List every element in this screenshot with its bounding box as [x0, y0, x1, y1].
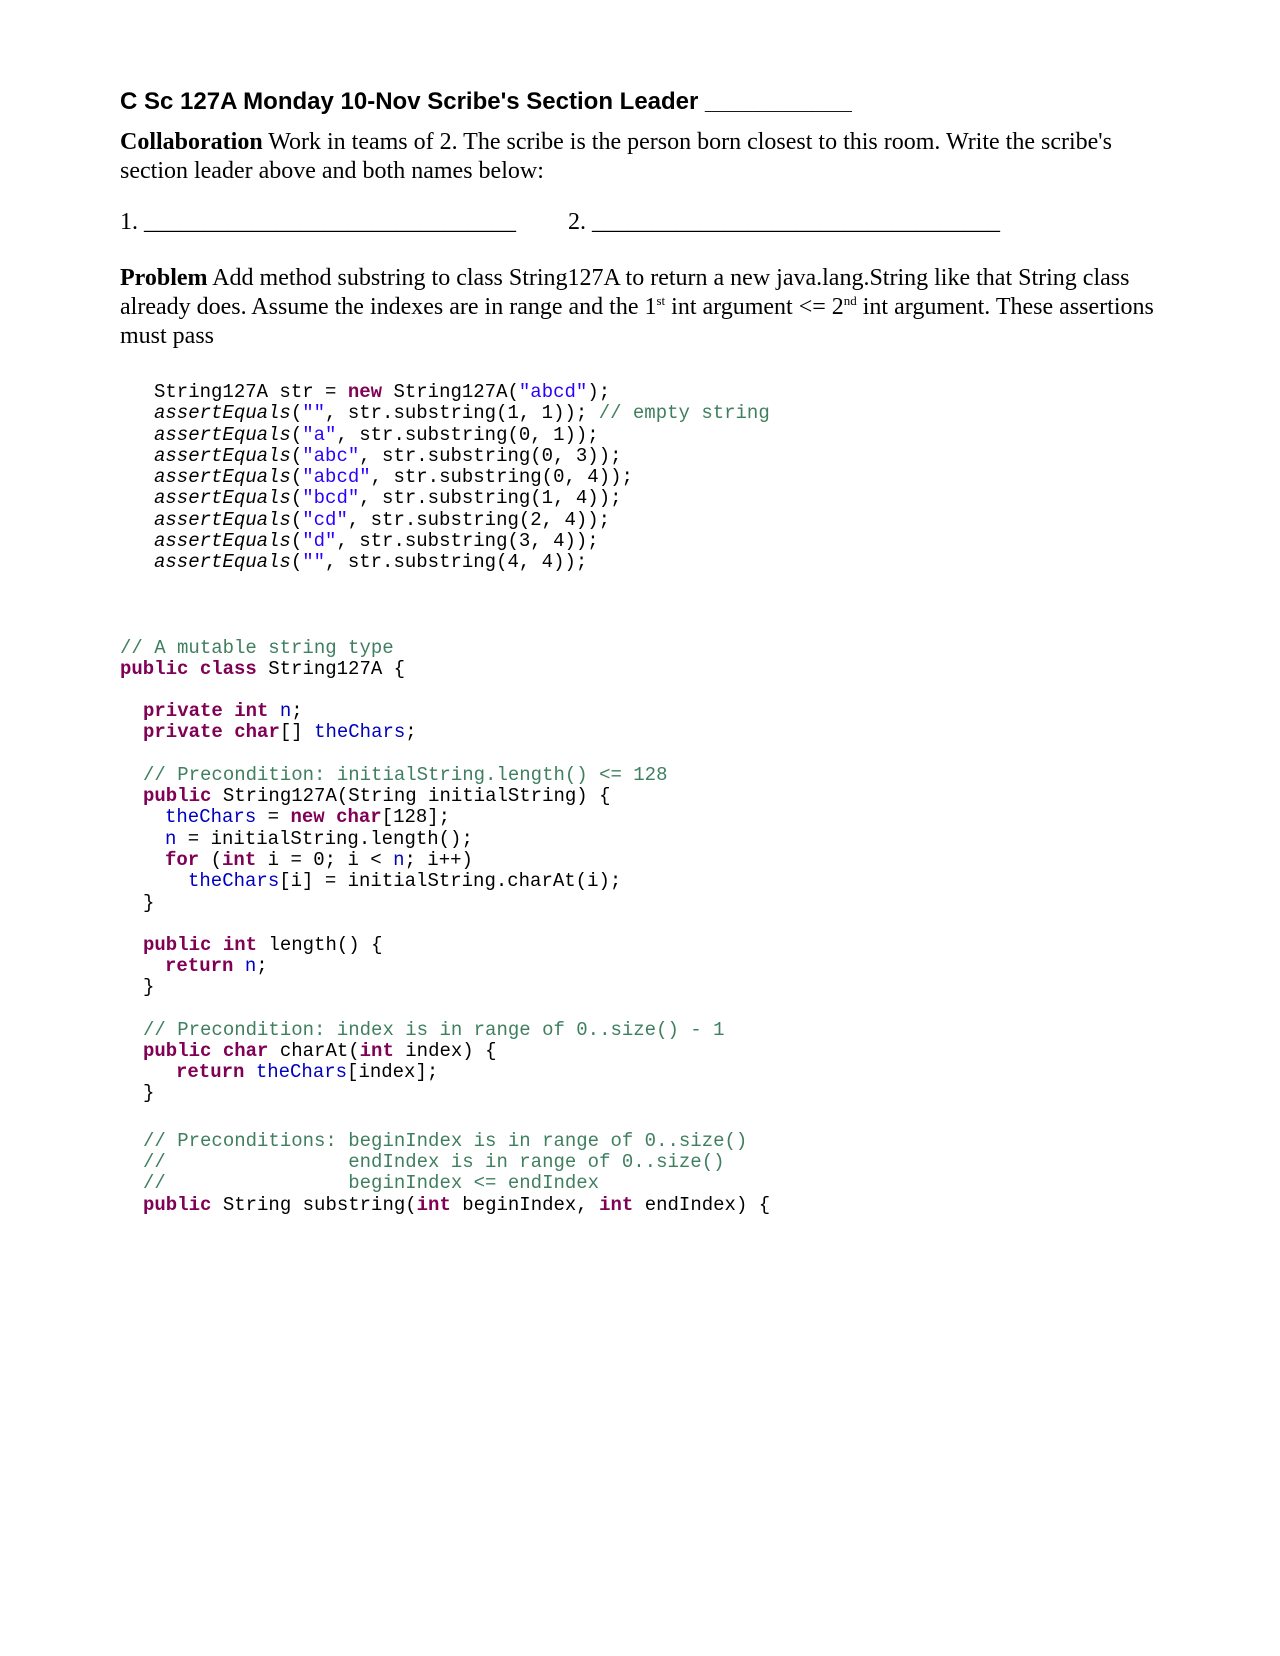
field-thechars: private char[] theChars; [143, 721, 417, 743]
code-line: assertEquals("bcd", str.substring(1, 4)); [154, 487, 622, 510]
charat-comment: // Precondition: index is in range of 0..size() - 1 [143, 1019, 725, 1041]
code-line: n = initialString.length(); [165, 828, 473, 850]
ordinal-superscript-1: st [656, 293, 666, 308]
code-line: assertEquals("abcd", str.substring(0, 4)); [154, 466, 633, 489]
name-line-1: 1. _______________________________ [120, 209, 516, 235]
assertions-code-block [154, 382, 770, 574]
constructor-comment: // Precondition: initialString.length() <= 128 [143, 764, 668, 786]
class-comment: // A mutable string type [120, 637, 394, 659]
problem-label: Problem [120, 265, 208, 291]
substring-signature: public String substring(int beginIndex, int endIndex) { [143, 1194, 771, 1216]
code-line: theChars = new char[128]; [165, 806, 451, 828]
substring-comment-2: // endIndex is in range of 0..size() [143, 1151, 725, 1173]
class-declaration: public class String127A { [120, 658, 406, 680]
field-n: private int n; [143, 700, 303, 722]
closing-brace: } [143, 892, 155, 914]
collaboration-paragraph [120, 128, 1170, 186]
constructor-signature: public String127A(String initialString) { [143, 785, 611, 807]
substring-comment-1: // Preconditions: beginIndex is in range of 0..size() [143, 1130, 748, 1152]
code-line: String127A str = new String127A("abcd"); [154, 381, 611, 403]
collaboration-text: Work in teams of 2. The scribe is the person born closest to this room. Write the scribe's section leader above and both names below: [120, 129, 1112, 184]
collaboration-label: Collaboration [120, 129, 263, 155]
closing-brace: } [143, 976, 155, 998]
problem-text-a: Add method substring to class String127A to return a new java.lang.String like that String class already does. Assume the indexes are in range and the 1 [120, 265, 1130, 320]
code-line: assertEquals("cd", str.substring(2, 4)); [154, 508, 611, 531]
code-line: assertEquals("", str.substring(4, 4)); [154, 551, 588, 574]
name-line-2: 2. __________________________________ [568, 209, 1000, 235]
problem-paragraph [120, 264, 1170, 351]
code-line: assertEquals("d", str.substring(3, 4)); [154, 530, 599, 553]
problem-text-b: int argument <= 2 [665, 294, 844, 320]
code-line: return n; [165, 955, 268, 977]
substring-comment-3: // beginIndex <= endIndex [143, 1172, 600, 1194]
code-line: return theChars[index]; [176, 1061, 439, 1083]
charat-signature: public char charAt(int index) { [143, 1040, 497, 1062]
page-title: C Sc 127A Monday 10-Nov Scribe's Section Leader ___________ [120, 88, 852, 115]
code-line: theChars[i] = initialString.charAt(i); [188, 870, 622, 892]
code-line: assertEquals("a", str.substring(0, 1)); [154, 423, 599, 446]
ordinal-superscript-2: nd [843, 293, 857, 308]
code-line: for (int i = 0; i < n; i++) [165, 849, 473, 871]
code-line: assertEquals("", str.substring(1, 1)); // empty string [154, 402, 770, 425]
closing-brace: } [143, 1082, 155, 1104]
code-line: assertEquals("abc", str.substring(0, 3)); [154, 444, 622, 467]
length-signature: public int length() { [143, 934, 383, 956]
problem-text-c: int argument. These assertions must pass [120, 294, 1154, 349]
